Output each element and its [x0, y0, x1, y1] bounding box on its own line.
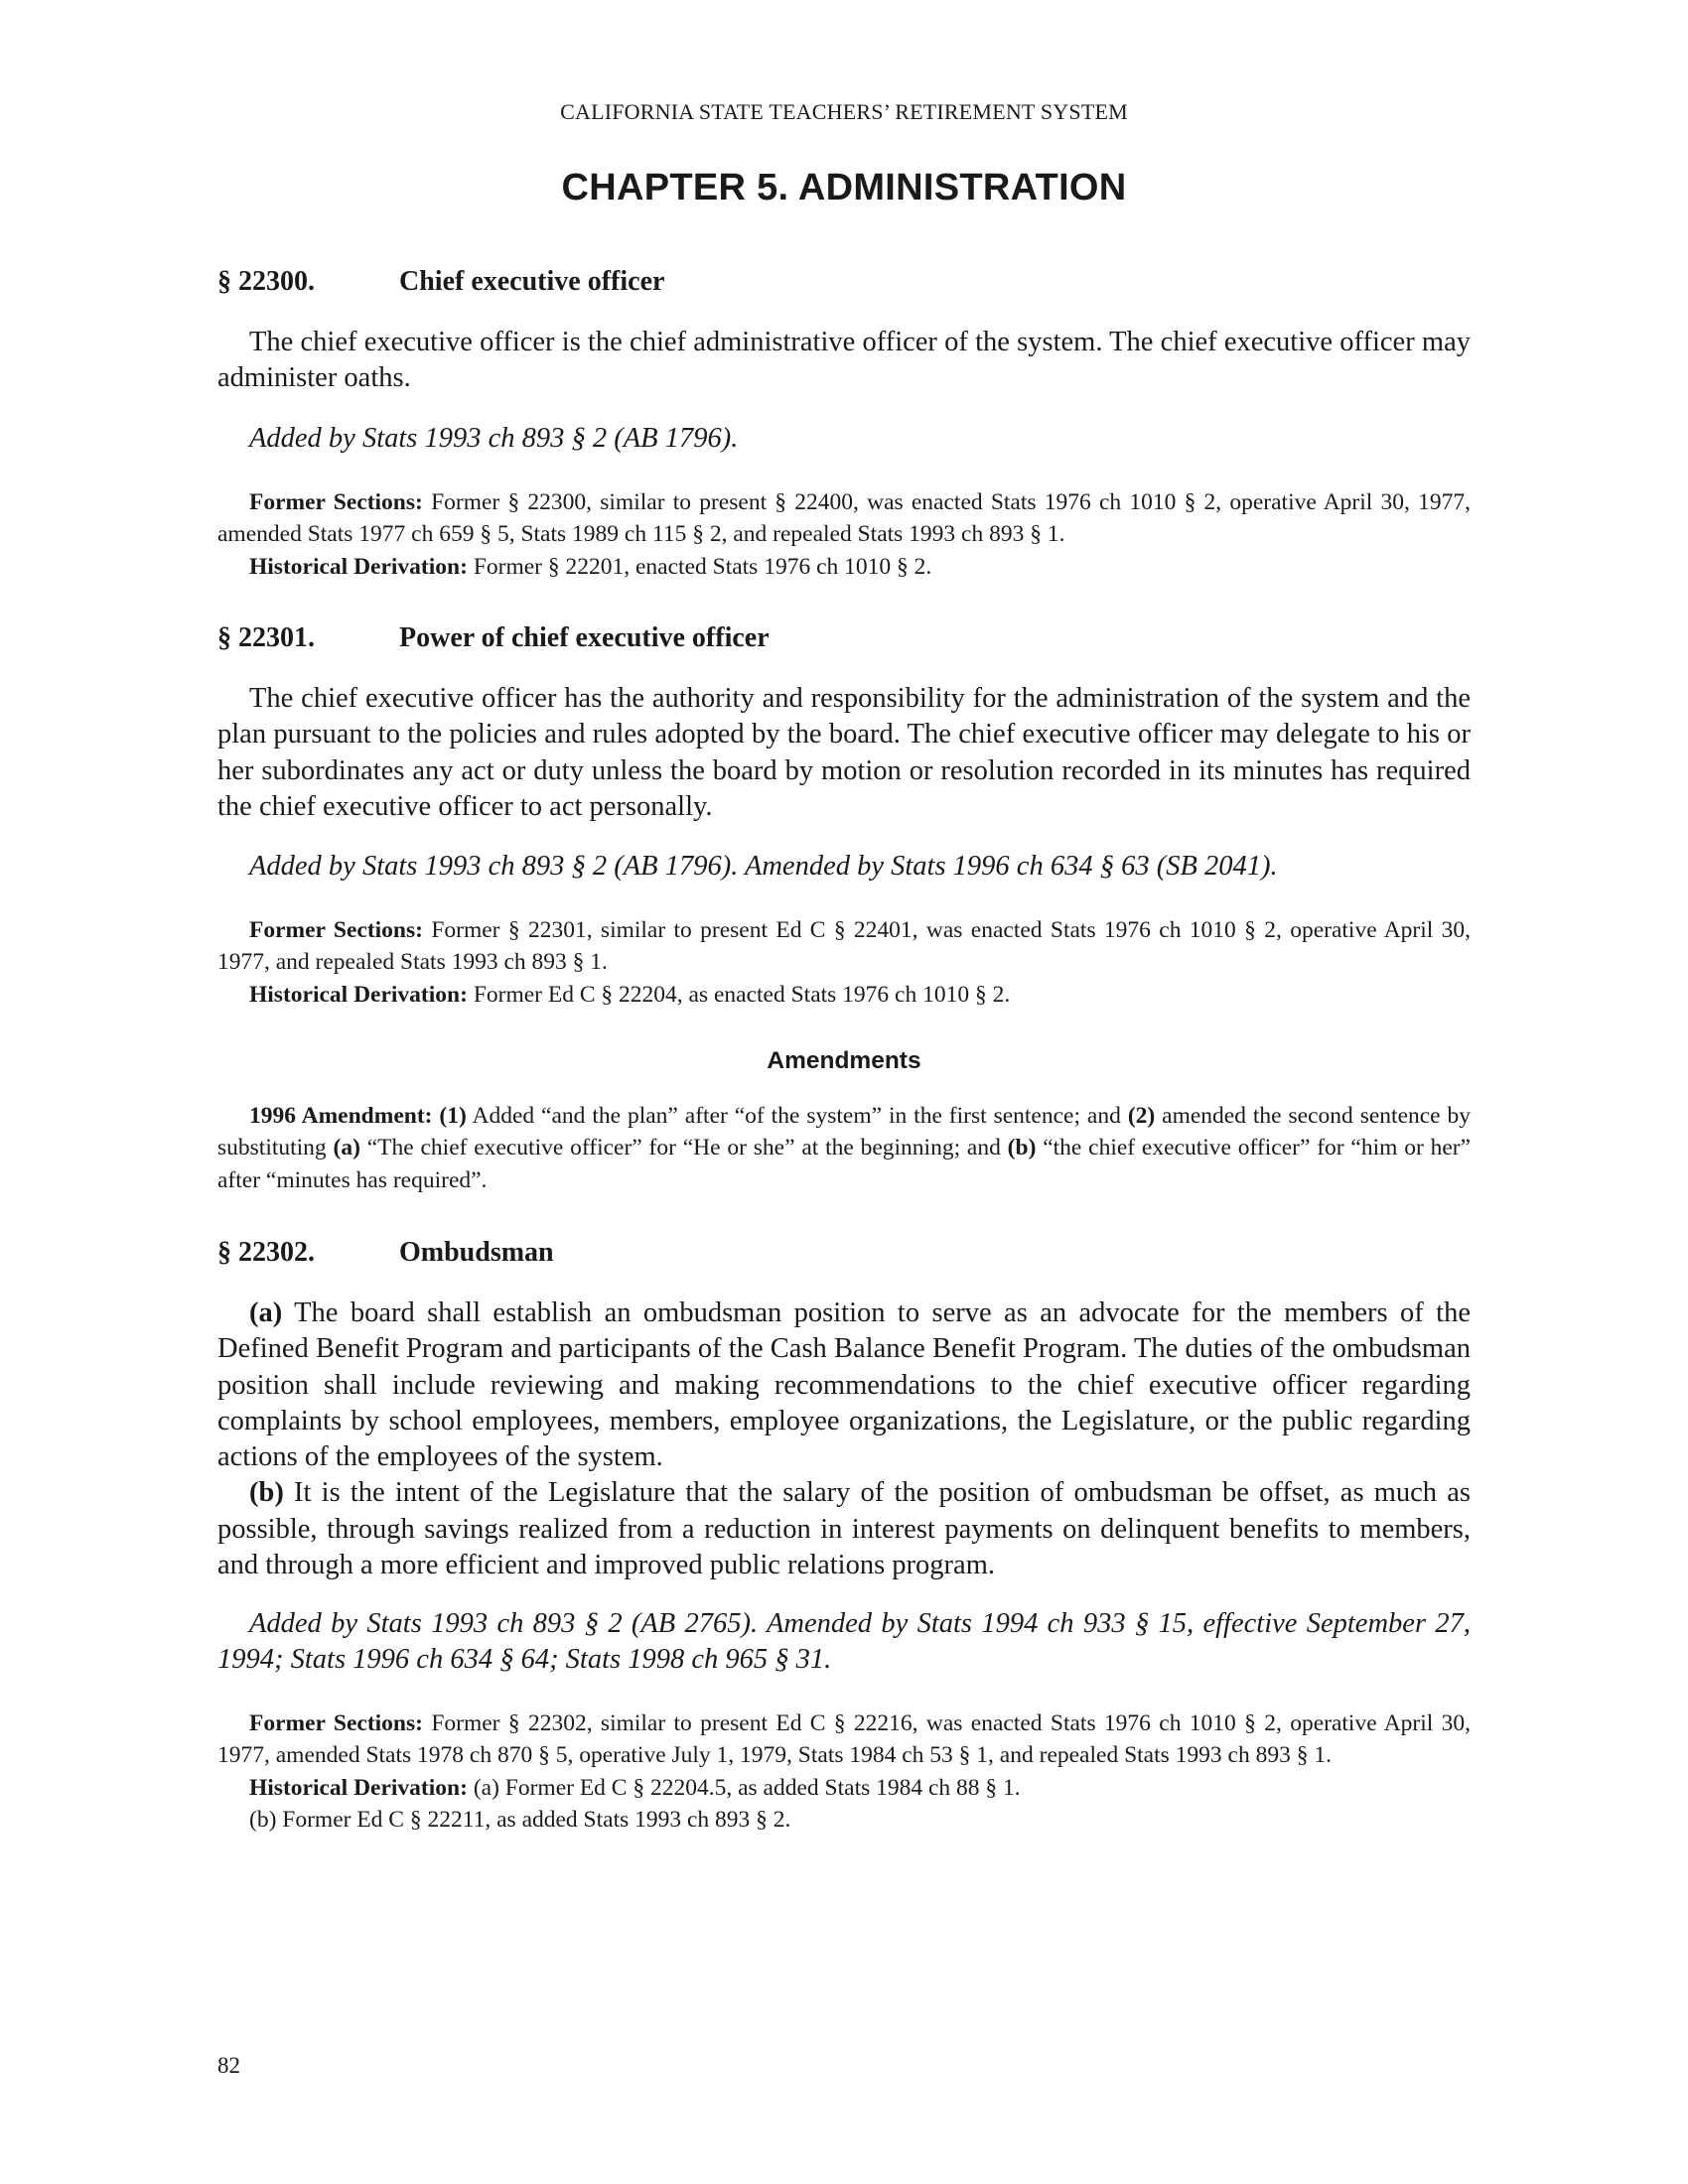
history-note: Added by Stats 1993 ch 893 § 2 (AB 1796). Amended by Stats 1996 ch 634 § 63 (SB 2041). [249, 851, 1278, 882]
former-sections-label: Former Sections: [249, 917, 423, 943]
section-22301-notes [217, 914, 1471, 1011]
section-title: Ombudsman [399, 1237, 554, 1268]
former-sections-note [217, 486, 1471, 551]
amendment-marker: (2) [1127, 1103, 1156, 1129]
section-22300-text [217, 325, 1471, 397]
former-sections-note [217, 914, 1471, 979]
subsection-label: (b) [249, 1477, 284, 1509]
amendment-label: 1996 Amendment: [249, 1103, 433, 1129]
section-number: § 22301. [217, 622, 315, 653]
amendment-marker: (1) [439, 1103, 467, 1129]
section-22300-history [217, 421, 1471, 457]
running-head: CALIFORNIA STATE TEACHERS’ RETIREMENT SYSTEM [560, 99, 1128, 124]
amendment-text: “The chief executive officer” for “He or she” at the beginning; and [366, 1135, 1001, 1161]
former-sections-text: Former § 22300, similar to present § 22400, was enacted Stats 1976 ch 1010 § 2, operative April 30, 1977, amended Stats 1977 ch 659 § 5, Stats 1989 ch 115 § 2, and repealed Stats 1993 ch 893 § 1. [217, 489, 1471, 548]
amendments-text [217, 1100, 1471, 1196]
historical-derivation-text: Former Ed C § 22204, as enacted Stats 1976 ch 1010 § 2. [473, 981, 1011, 1008]
subsection-text: It is the intent of the Legislature that the salary of the position of ombudsman be offset, as much as possible, through savings realized from a reduction in interest payments on delinquent benefits to members, and through a more efficient and improved public relations program. [217, 1477, 1472, 1581]
former-sections-note [217, 1707, 1471, 1772]
section-22300-heading [217, 265, 1471, 299]
section-title: Power of chief executive officer [399, 622, 770, 653]
historical-derivation-text: (a) Former Ed C § 22204.5, as added Stats 1984 ch 88 § 1. [473, 1774, 1021, 1801]
subsection-a [217, 1296, 1471, 1475]
subsection-b [217, 1475, 1471, 1583]
historical-derivation-label: Historical Derivation: [249, 981, 468, 1008]
historical-derivation-note [217, 979, 1471, 1011]
chapter-title: CHAPTER 5. ADMINISTRATION [561, 167, 1127, 208]
section-paragraph: The chief executive officer is the chief administrative officer of the system. The chief executive officer may administer oaths. [217, 327, 1471, 394]
historical-derivation-text: Former § 22201, enacted Stats 1976 ch 1010 § 2. [473, 553, 932, 580]
section-title: Chief executive officer [399, 266, 665, 297]
historical-derivation-note [217, 551, 1471, 583]
former-sections-label: Former Sections: [249, 1710, 423, 1736]
section-22300-notes [217, 486, 1471, 583]
former-sections-text: Former § 22301, similar to present Ed C § 22401, was enacted Stats 1976 ch 1010 § 2, operative April 30, 1977, and repealed Stats 1993 ch 893 § 1. [217, 917, 1472, 976]
amendment-text: amended the second sentence by substituting [217, 1103, 1472, 1161]
history-note: Added by Stats 1993 ch 893 § 2 (AB 1796). [249, 423, 739, 454]
subsection-text: The board shall establish an ombudsman position to serve as an advocate for the members of the Defined Benefit Program and participants of the Cash Balance Benefit Program. The duties of the ombudsman position shall include reviewing and making recommendations to the chief executive officer regarding complaints by school employees, members, employee organizations, the Legislature, or the public regarding actions of the employees of the system. [217, 1297, 1471, 1473]
section-22302-history [217, 1606, 1471, 1679]
section-22301-heading [217, 621, 1471, 655]
section-number: § 22300. [217, 266, 315, 297]
amendment-text: “the chief executive officer” for “him or her” after “minutes has required”. [217, 1135, 1472, 1193]
historical-derivation-note-b: (b) Former Ed C § 22211, as added Stats 1993 ch 893 § 2. [249, 1807, 791, 1834]
amendment-paragraph [217, 1100, 1471, 1196]
subsection-label: (a) [249, 1297, 283, 1328]
section-22302-heading [217, 1236, 1471, 1270]
page-number: 82 [217, 2053, 240, 2078]
section-22301-text [217, 681, 1471, 825]
section-number: § 22302. [217, 1237, 315, 1268]
historical-derivation-label: Historical Derivation: [249, 553, 468, 580]
section-paragraph: The chief executive officer has the authority and responsibility for the administration of the system and the plan pursuant to the policies and rules adopted by the board. The chief executive officer may delegate to his or her subordinates any act or duty unless the board by motion or resolution recorded in its minutes has required the chief executive officer to act personally. [217, 683, 1471, 822]
section-22302-notes [217, 1707, 1471, 1837]
historical-derivation-label: Historical Derivation: [249, 1774, 468, 1801]
amendment-text: Added “and the plan” after “of the system” in the first sentence; and [472, 1103, 1121, 1129]
section-22302-text [217, 1296, 1471, 1583]
former-sections-label: Former Sections: [249, 489, 423, 515]
section-22301-history [217, 849, 1471, 885]
historical-derivation-note [217, 1772, 1471, 1804]
history-note: Added by Stats 1993 ch 893 § 2 (AB 2765). Amended by Stats 1994 ch 933 § 15, effective September 27, 1994; Stats 1996 ch 634 § 64; Stats 1998 ch 965 § 31. [217, 1608, 1471, 1676]
amendment-marker: (a) [333, 1135, 360, 1161]
amendments-heading: Amendments [767, 1047, 921, 1074]
amendment-marker: (b) [1007, 1135, 1037, 1161]
former-sections-text: Former § 22302, similar to present Ed C § 22216, was enacted Stats 1976 ch 1010 § 2, operative April 30, 1977, amended Stats 1978 ch 870 § 5, operative July 1, 1979, Stats 1984 ch 53 § 1, and repealed Stats 1993 ch 893 § 1. [217, 1710, 1472, 1769]
